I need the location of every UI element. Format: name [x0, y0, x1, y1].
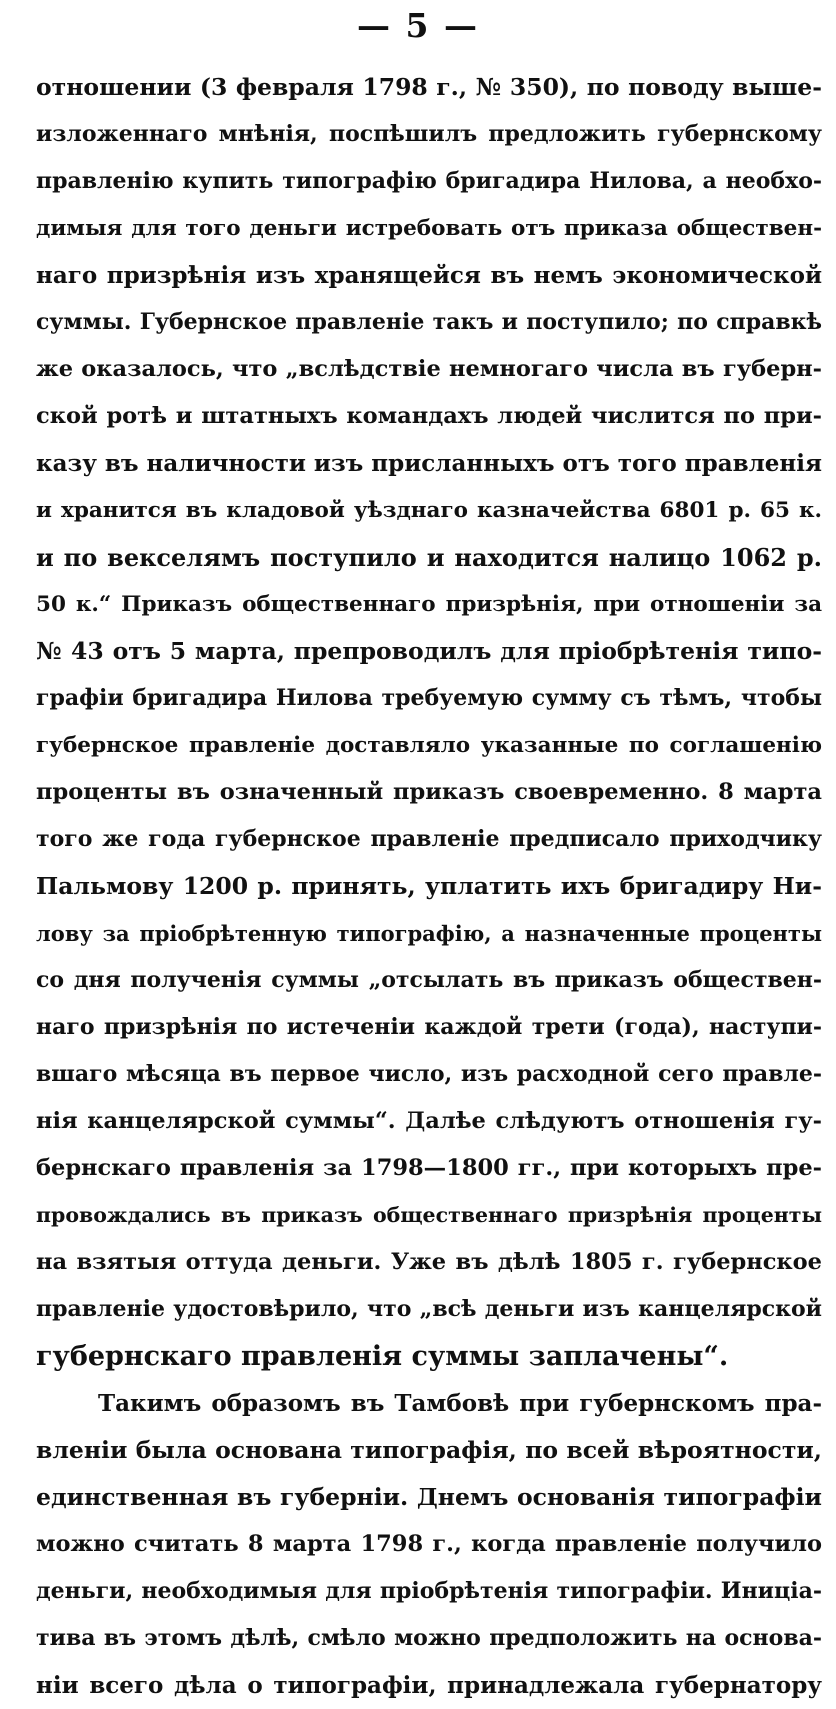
text-line: вленіи была основана типографія, по всей вѣроятности,: [36, 1436, 822, 1464]
text-line: правленію купить типографію бригадира Нилова, а необхо-: [36, 168, 822, 194]
text-line: единственная въ губерніи. Днемъ основанія типографіи: [36, 1483, 822, 1511]
text-line: проценты въ означенный приказъ своевременно. 8 марта: [36, 779, 822, 805]
text-line: лову за пріобрѣтенную типографію, а назначенные проценты: [36, 921, 822, 946]
text-line: правленіе удостовѣрило, что „всѣ деньги изъ канцелярской: [36, 1296, 822, 1322]
text-line: на взятыя оттуда деньги. Уже въ дѣлѣ 1805 г. губернское: [36, 1249, 822, 1275]
text-line: губернское правленіе доставляло указанные по соглашенію: [36, 733, 822, 758]
text-line: и хранится въ кладовой уѣзднаго казначейства 6801 р. 65 к.: [36, 498, 822, 523]
text-line: № 43 отъ 5 марта, препроводилъ для пріобрѣтенія типо-: [36, 637, 822, 665]
page-number: — 5 —: [357, 6, 479, 45]
text-line: бернскаго правленія за 1798—1800 гг., при которыхъ пре-: [36, 1155, 822, 1181]
text-line: и по векселямъ поступило и находится налицо 1062 р.: [36, 543, 822, 572]
text-line: суммы. Губернское правленіе такъ и поступило; по справкѣ: [36, 309, 822, 335]
text-line: наго призрѣнія изъ хранящейся въ немъ экономической: [36, 262, 822, 289]
text-line: графіи бригадира Нилова требуемую сумму съ тѣмъ, чтобы: [36, 685, 822, 711]
text-line: деньги, необходимыя для пріобрѣтенія типографіи. Иниціа-: [36, 1578, 822, 1604]
text-line: можно считать 8 марта 1798 г., когда правленіе получило: [36, 1531, 822, 1557]
text-line: вшаго мѣсяца въ первое число, изъ расходной сего правле-: [36, 1061, 822, 1087]
text-line: наго призрѣнія по истеченіи каждой трети (года), наступи-: [36, 1014, 822, 1040]
text-line: того же года губернское правленіе предписало приходчику: [36, 826, 822, 852]
text-line: изложеннаго мнѣнія, поспѣшилъ предложить губернскому: [36, 121, 822, 147]
text-line: ской ротѣ и штатныхъ командахъ людей числится по при-: [36, 403, 822, 429]
text-line: ніи всего дѣла о типографіи, принадлежала губернатору: [36, 1672, 822, 1699]
text-line: нія канцелярской суммы“. Далѣе слѣдуютъ отношенія гу-: [36, 1108, 822, 1134]
text-line: отношении (3 февраля 1798 г., № 350), по поводу выше-: [36, 73, 822, 101]
text-line: 50 к.“ Приказъ общественнаго призрѣнія, при отношеніи за: [36, 592, 822, 617]
text-line: тива въ этомъ дѣлѣ, смѣло можно предположить на основа-: [36, 1625, 822, 1651]
text-line: же оказалось, что „вслѣдствіе немногаго числа въ губерн-: [36, 356, 822, 382]
text-line: провождались въ приказъ общественнаго призрѣнія проценты: [36, 1203, 822, 1227]
body-text: [36, 64, 822, 1709]
paragraph: [36, 1380, 822, 1709]
text-line: губернскаго правленія суммы заплачены“.: [36, 1341, 729, 1372]
paragraph: [36, 64, 822, 1380]
text-line: Пальмову 1200 р. принять, уплатить ихъ бригадиру Ни-: [36, 872, 822, 900]
text-line: казу въ наличности изъ присланныхъ отъ того правленія: [36, 450, 822, 477]
text-line: со дня полученія суммы „отсылать въ приказъ обществен-: [36, 967, 822, 993]
text-line: Такимъ образомъ въ Тамбовѣ при губернскомъ пра-: [98, 1390, 822, 1417]
text-line: димыя для того деньги истребовать отъ приказа обществен-: [36, 216, 822, 241]
